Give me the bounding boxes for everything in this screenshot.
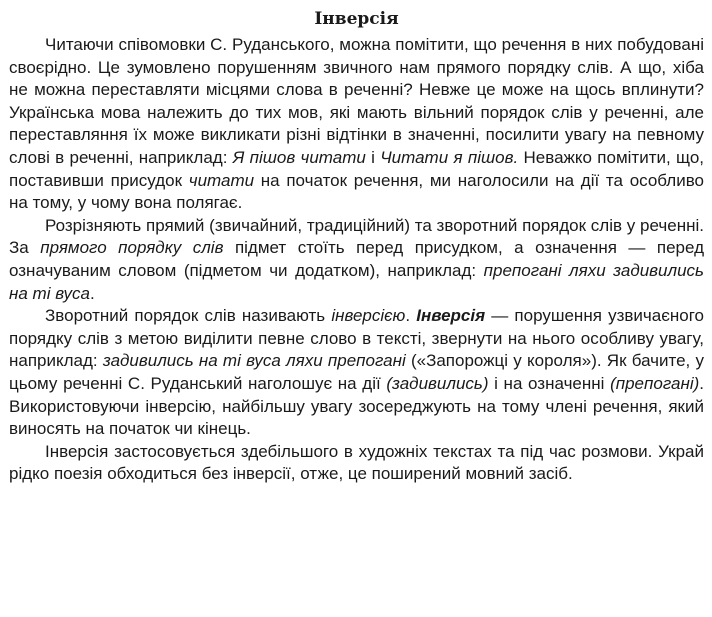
paragraph [9,305,704,441]
text-run: Неважко помітити, що, поставивши присудок [9,147,704,190]
text-run: і [365,147,381,167]
text-run: — порушення узвичаєного порядку слів з метою виділити певне слово в тексті, звернути на нього особливу увагу, наприклад: [9,306,704,371]
italic-example: задивились на ті вуса ляхи препогані [102,351,406,371]
body-text [9,34,704,486]
text-run: («Запорожці у короля»). Як бачите, у цьому реченні С. Руданський наголошує на дії [9,351,704,393]
text-run: і на означенні [488,373,611,393]
text-run: Інверсія застосовується здебільшого в художніх текстах та під час розмови. Украй рідко поезія обходиться без інверсії, отже, це поширений мовний засіб. [9,441,704,484]
italic-example: прямого порядку слів [40,238,224,258]
section-title: Інверсія [314,9,399,29]
italic-example: (препогані) [610,373,700,393]
italic-example: препогані ляхи задивились на ті вуса [9,260,704,303]
text-run: Читаючи співомовки С. Руданського, можна помітити, що речення в них побудовані своєрідно. Це зумовлено порушенням звичного нам прямого порядку слів. А що, хіба не можна переставляти місцями слова в реченні? Невже це може на щось вплинути? Українська мова належить до тих мов, які мають вільний порядок слів у реченні, але переставляння їх може викликати різні відтінки в значенні, посилити увагу на певному слові в реченні, наприклад: [9,35,704,167]
text-run: . [405,306,417,326]
text-run: підмет стоїть перед присудком, а означення — перед означуваним словом (підметом чи додатком), наприклад: [9,238,705,280]
paragraph [9,34,704,215]
text-run: Зворотний порядок слів називають [45,306,332,326]
italic-example: читати [188,170,255,190]
text-run: Розрізняють прямий (звичайний, традиційний) та зворотний порядок слів у реченні. За [9,215,704,258]
text-run: на початок речення, ми наголосили на дії та особливо на тому, у чому вона полягає. [9,170,704,213]
term-definition: Інверсія [416,306,486,326]
italic-example: Я пішов читати [232,147,366,167]
paragraph [9,215,704,305]
italic-example: Читати я пішов. [380,147,519,167]
italic-example: (задивились) [386,373,489,393]
paragraph [9,441,704,486]
text-run: . [89,283,95,303]
text-run: . Використовуючи інверсію, найбільшу увагу зосереджують на тому члені речення, який виносять на початок чи кінець. [9,373,704,439]
italic-example: інверсією [331,306,406,326]
